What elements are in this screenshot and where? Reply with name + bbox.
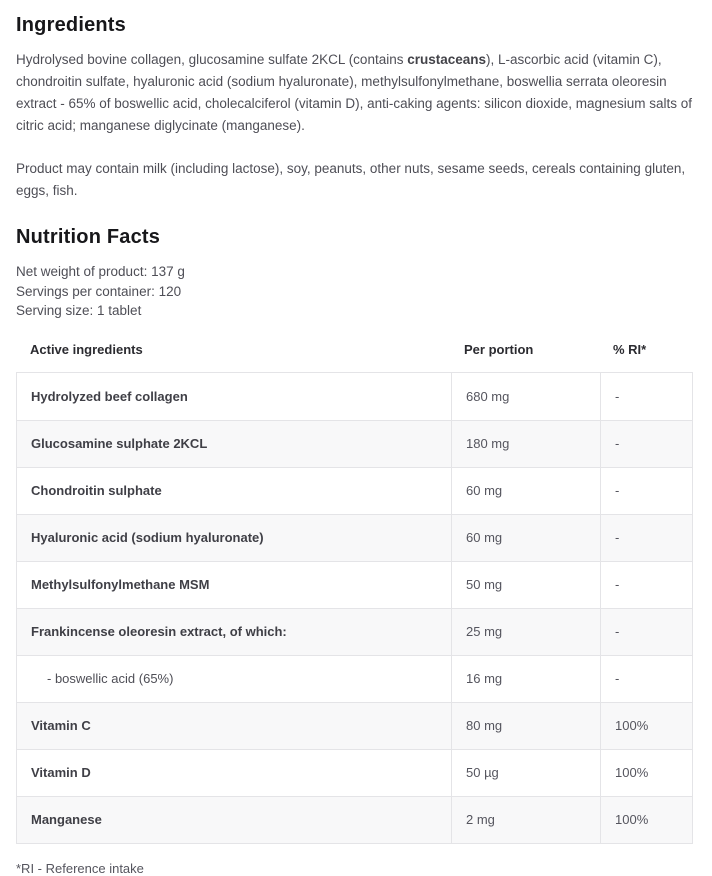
- ingredient-name: Hyaluronic acid (sodium hyaluronate): [31, 530, 264, 545]
- nutrition-facts-title: Nutrition Facts: [16, 226, 161, 248]
- per-portion-value: 180 mg: [451, 421, 600, 467]
- nutrition-table-body: [16, 372, 693, 844]
- table-row: [17, 655, 692, 702]
- header-ri-percent: % RI*: [613, 341, 647, 357]
- product-meta: [16, 262, 696, 321]
- ri-value: -: [600, 468, 692, 514]
- ri-value: -: [600, 609, 692, 655]
- header-active-ingredients: Active ingredients: [30, 341, 143, 357]
- allergen-note: Product may contain milk (including lactose), soy, peanuts, other nuts, sesame seeds, cereals containing gluten, eggs, fish.: [16, 161, 686, 198]
- nutrition-table-header: [16, 342, 693, 372]
- ri-value: 100%: [600, 750, 692, 796]
- per-portion-value: 80 mg: [451, 703, 600, 749]
- table-row: [17, 467, 692, 514]
- ri-value: -: [600, 515, 692, 561]
- per-portion-value: 60 mg: [451, 468, 600, 514]
- table-row: [17, 373, 692, 420]
- per-portion-value: 50 mg: [451, 562, 600, 608]
- ingredient-name: Manganese: [31, 812, 102, 827]
- ri-value: -: [600, 421, 692, 467]
- ri-value: 100%: [600, 703, 692, 749]
- ingredient-name: Frankincense oleoresin extract, of which:: [31, 624, 287, 639]
- ingredients-section-title: Ingredients: [16, 14, 126, 36]
- ingredient-name: - boswellic acid (65%): [47, 671, 174, 686]
- per-portion-value: 25 mg: [451, 609, 600, 655]
- ingredient-name: Vitamin D: [31, 765, 91, 780]
- ingredients-text-after-bold: ), L-ascorbic acid (vitamin C), chondroitin sulfate, hyaluronic acid (sodium hyaluronate), methylsulfonylmethane, boswellia serrata oleoresin extract - 65% of boswellic acid, cholecalciferol (vitamin D), anti-caking agents: silicon dioxide, magnesium salts of citric acid; manganese diglycinate (manganese).: [16, 52, 693, 133]
- table-row: [17, 796, 692, 843]
- ri-value: -: [600, 562, 692, 608]
- serving-size-line: Serving size: 1 tablet: [16, 303, 142, 318]
- header-per-portion: Per portion: [464, 341, 534, 357]
- ingredient-name: Hydrolyzed beef collagen: [31, 388, 188, 404]
- table-row: [17, 561, 692, 608]
- table-row: [17, 420, 692, 467]
- servings-per-container-line: Servings per container: 120: [16, 283, 182, 299]
- table-row: [17, 514, 692, 561]
- net-weight-line: Net weight of product: 137 g: [16, 264, 185, 279]
- ingredient-name: Glucosamine sulphate 2KCL: [31, 436, 208, 451]
- per-portion-value: 16 mg: [451, 656, 600, 702]
- ri-value: -: [600, 656, 692, 702]
- ingredient-name: Chondroitin sulphate: [31, 483, 162, 498]
- per-portion-value: 60 mg: [451, 515, 600, 561]
- table-row: [17, 749, 692, 796]
- ri-value: -: [600, 373, 692, 420]
- per-portion-value: 50 µg: [451, 750, 600, 796]
- ingredient-name: Vitamin C: [31, 718, 91, 733]
- per-portion-value: 2 mg: [451, 797, 600, 843]
- ri-value: 100%: [600, 797, 692, 843]
- ingredients-paragraph: [16, 49, 696, 137]
- table-row: [17, 608, 692, 655]
- reference-intake-footnote: *RI - Reference intake: [16, 860, 144, 876]
- ingredients-text-before-bold: Hydrolysed bovine collagen, glucosamine sulfate 2KCL (contains: [16, 52, 408, 67]
- ingredient-name: Methylsulfonylmethane MSM: [31, 577, 210, 592]
- per-portion-value: 680 mg: [451, 373, 600, 420]
- allergen-bold-word: crustaceans: [407, 52, 487, 67]
- table-row: [17, 702, 692, 749]
- nutrition-table: [16, 342, 693, 844]
